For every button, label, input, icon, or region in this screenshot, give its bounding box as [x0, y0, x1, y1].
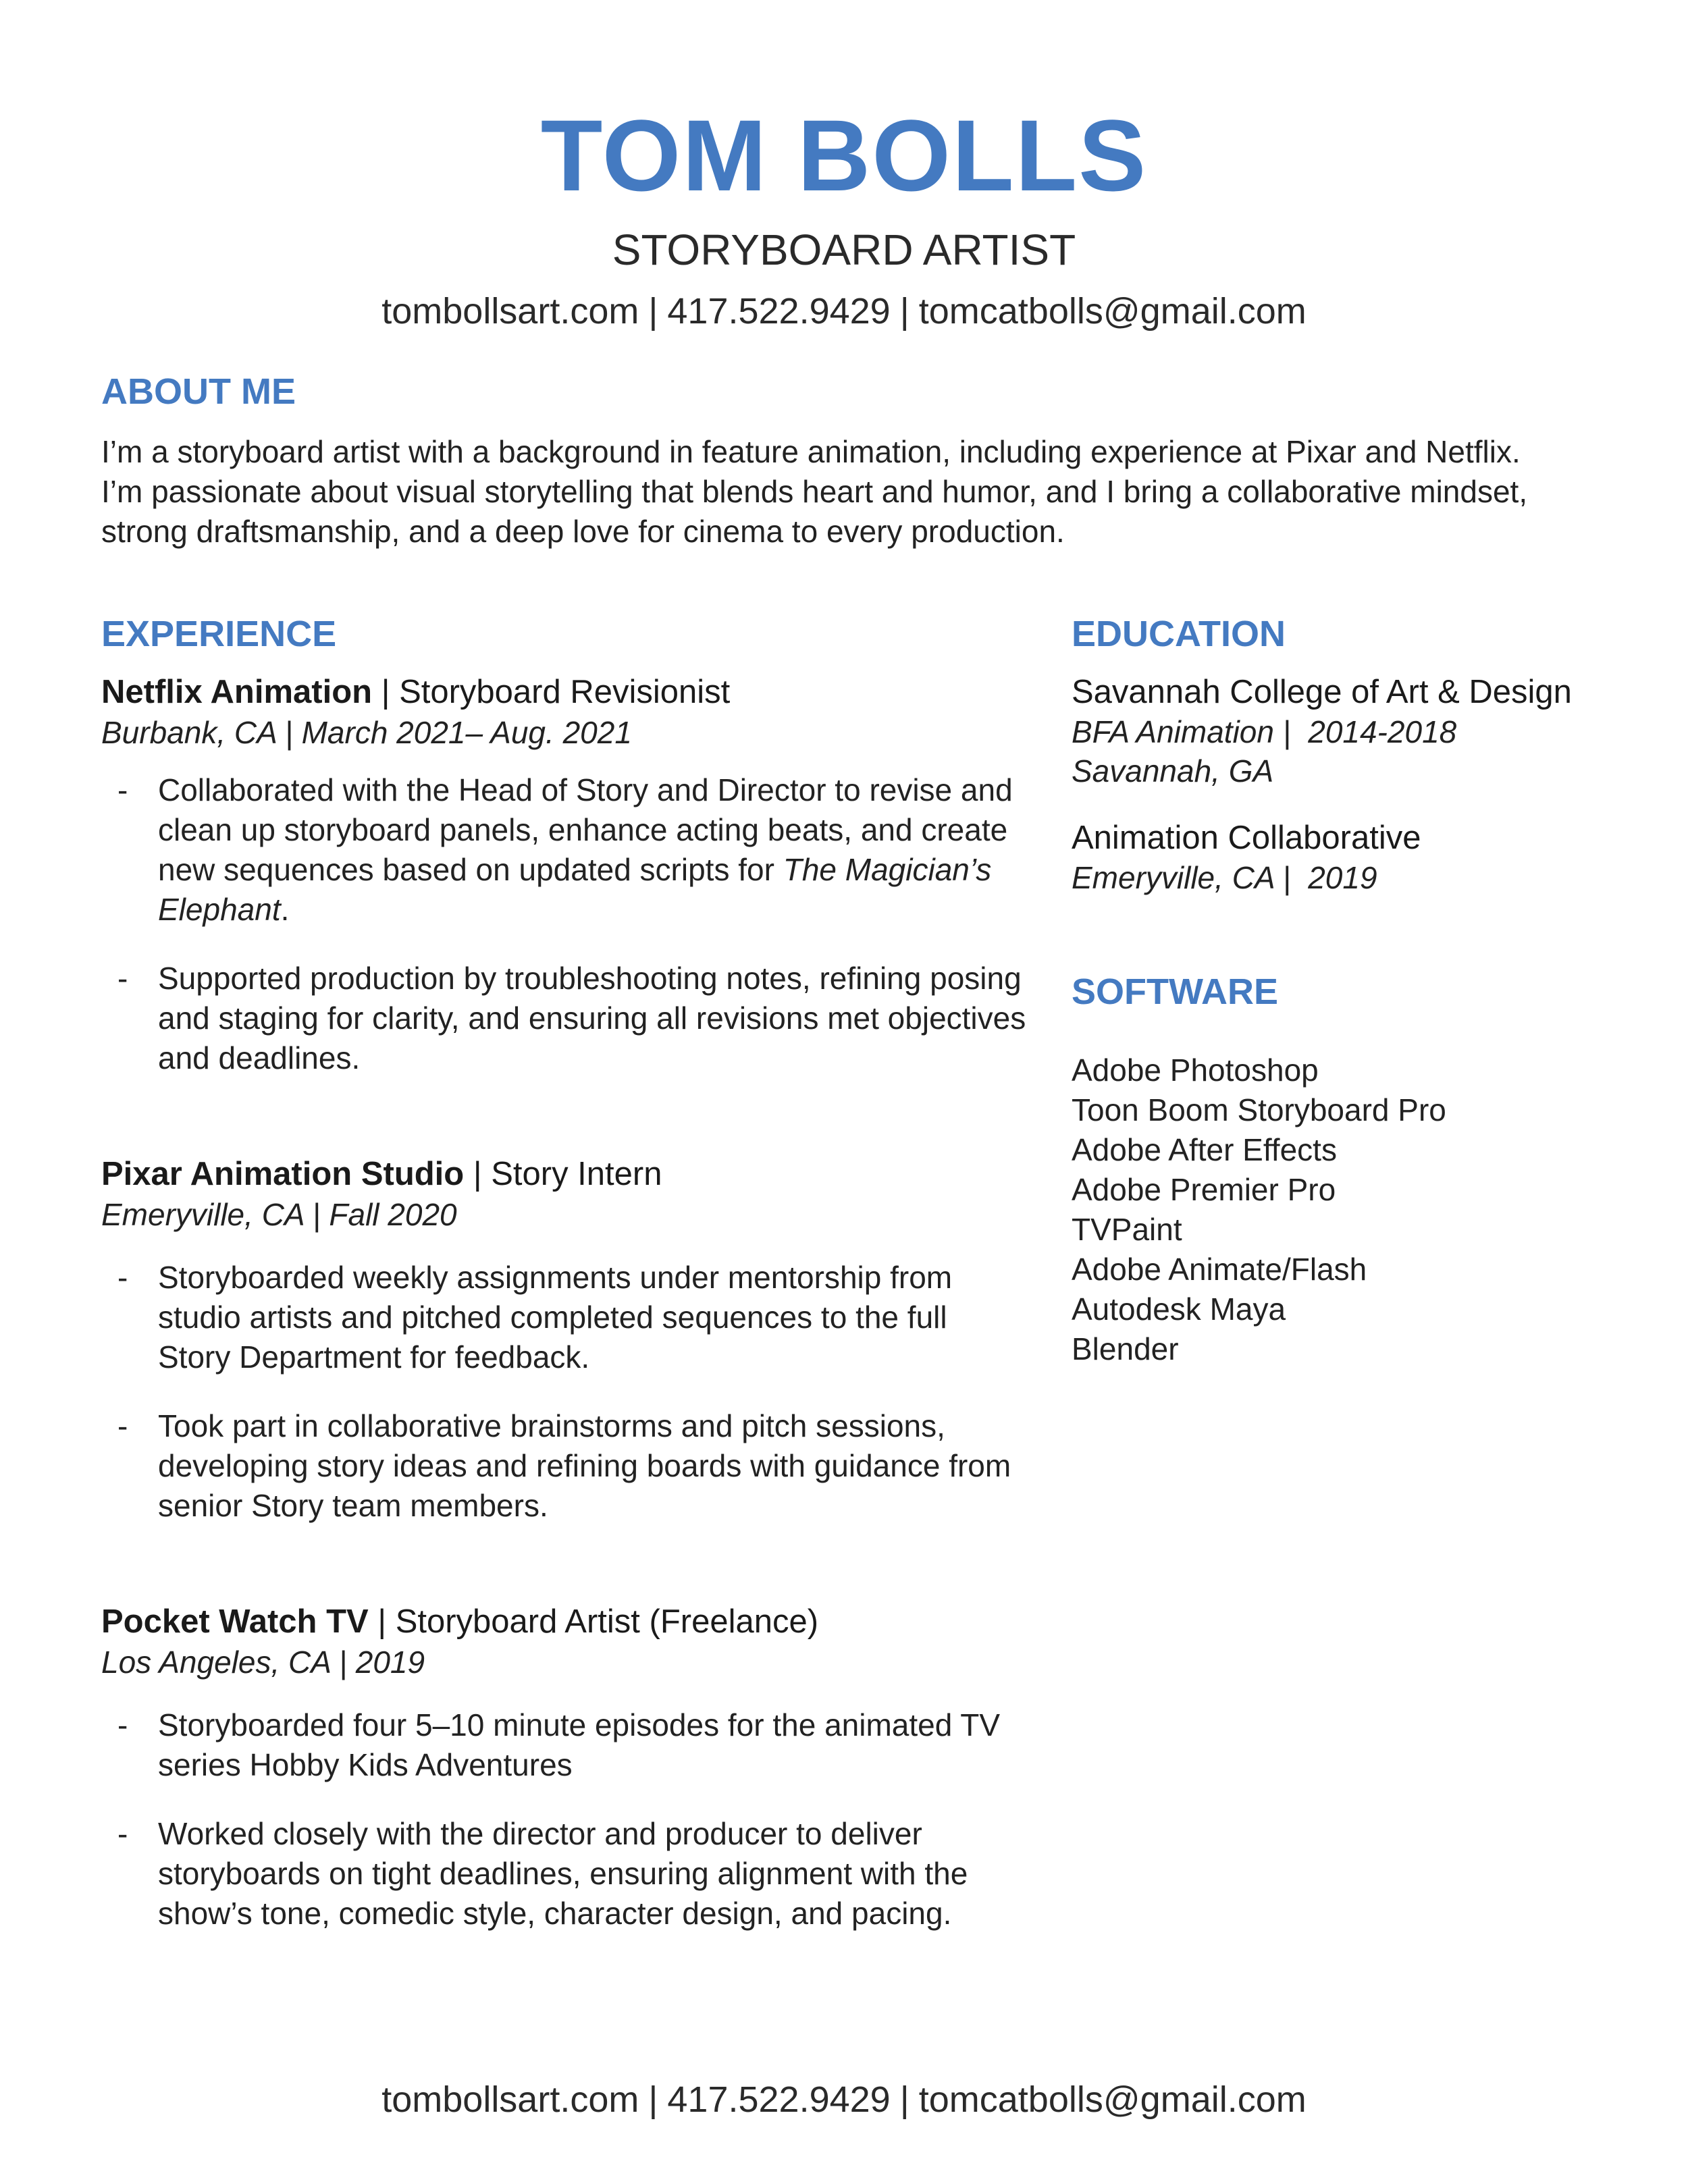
candidate-role: STORYBOARD ARTIST	[612, 225, 1076, 274]
about-heading: ABOUT ME	[101, 371, 296, 412]
bullet-dash: -	[117, 1707, 128, 1742]
header-phone[interactable]: 417.522.9429	[667, 291, 891, 331]
job-bullet	[101, 770, 1026, 930]
film-title: The Magician’s Elephant	[158, 852, 992, 927]
job-bullet	[101, 959, 1026, 1078]
job-bullet-list	[101, 770, 1026, 1078]
software-item: Autodesk Maya	[1072, 1291, 1286, 1327]
job-location-date: Los Angeles, CA | 2019	[101, 1645, 425, 1680]
education-location: Savannah, GA	[1072, 753, 1274, 789]
software-item: Blender	[1072, 1331, 1179, 1366]
software-item: Adobe After Effects	[1072, 1132, 1337, 1167]
bullet-text: Storyboarded four 5–10 minute episodes for the animated TV series Hobby Kids Adventures	[158, 1707, 1001, 1782]
bullet-text: Worked closely with the director and producer to deliver storyboards on tight deadlines, ensuring alignment with the show’s tone, comedic style, character design, and pacing.	[158, 1816, 968, 1931]
footer-separator: |	[648, 2079, 658, 2120]
job-title-line	[101, 1154, 1026, 1194]
candidate-name: TOM BOLLS	[540, 99, 1148, 212]
footer-contact-line	[0, 2076, 1688, 2123]
footer-separator: |	[899, 2079, 909, 2120]
job-entry	[101, 1154, 1026, 1526]
education-entry	[1072, 818, 1652, 897]
education-detail: Emeryville, CA | 2019	[1072, 860, 1377, 895]
job-separator: |	[372, 674, 400, 710]
footer-website-link[interactable]: tombollsart.com	[381, 2079, 639, 2120]
job-position: Storyboard Revisionist	[399, 674, 731, 710]
job-separator: |	[464, 1156, 492, 1192]
job-bullet	[101, 1406, 1026, 1526]
software-item: Adobe Animate/Flash	[1072, 1252, 1367, 1287]
experience-heading: EXPERIENCE	[101, 614, 337, 654]
software-item: Adobe Premier Pro	[1072, 1172, 1336, 1207]
education-school: Savannah College of Art & Design	[1072, 674, 1572, 710]
job-company: Netflix Animation	[101, 674, 373, 710]
software-list	[1072, 1050, 1652, 1369]
job-bullet-list	[101, 1705, 1026, 1934]
education-column	[1072, 672, 1652, 924]
footer-email-link[interactable]: tomcatbolls@gmail.com	[918, 2079, 1307, 2120]
bullet-dash: -	[117, 961, 128, 996]
header-website-link[interactable]: tombollsart.com	[381, 291, 639, 331]
job-bullet	[101, 1814, 1026, 1934]
education-heading: EDUCATION	[1072, 614, 1286, 654]
job-company: Pocket Watch TV	[101, 1603, 369, 1640]
bullet-dash: -	[117, 1816, 128, 1851]
experience-column	[101, 672, 1026, 1988]
about-text: I’m a storyboard artist with a background in feature animation, including experience at Pixar and Netflix. I’m passionate about visual storytelling that blends heart and humor, and I bring a collaborative mindset, strong draftsmanship, and a deep love for cinema to every production.	[101, 434, 1528, 549]
bullet-text: Supported production by troubleshooting notes, refining posing and staging for clarity, and ensuring all revisions met objectives and deadlines.	[158, 961, 1026, 1075]
resume-header	[0, 95, 1688, 335]
bullet-dash: -	[117, 772, 128, 807]
bullet-dash: -	[117, 1408, 128, 1443]
job-title-line	[101, 1601, 1026, 1642]
job-position: Storyboard Artist (Freelance)	[395, 1603, 819, 1640]
bullet-text: Storyboarded weekly assignments under mentorship from studio artists and pitched completed sequences to the full Story Department for feedback.	[158, 1260, 953, 1375]
job-bullet	[101, 1258, 1026, 1377]
software-item: Toon Boom Storyboard Pro	[1072, 1092, 1446, 1127]
bullet-tail: .	[280, 892, 290, 927]
education-school: Animation Collaborative	[1072, 820, 1421, 856]
job-bullet-list	[101, 1258, 1026, 1526]
header-separator: |	[899, 291, 909, 331]
job-location-date: Burbank, CA | March 2021– Aug. 2021	[101, 715, 632, 750]
header-separator: |	[648, 291, 658, 331]
job-separator: |	[368, 1603, 396, 1640]
education-detail: BFA Animation | 2014-2018	[1072, 714, 1457, 749]
job-bullet	[101, 1705, 1026, 1785]
bullet-text: Took part in collaborative brainstorms and pitch sessions, developing story ideas and refining boards with guidance from senior Story team members.	[158, 1408, 1011, 1523]
bullet-text: Collaborated with the Head of Story and Director to revise and clean up storyboard panels, enhance acting beats, and create new sequences based on updated scripts for	[158, 772, 1013, 887]
software-item: TVPaint	[1072, 1212, 1182, 1247]
education-entry	[1072, 672, 1652, 791]
job-company: Pixar Animation Studio	[101, 1156, 465, 1192]
job-entry	[101, 672, 1026, 1078]
bullet-dash: -	[117, 1260, 128, 1295]
software-item: Adobe Photoshop	[1072, 1053, 1319, 1088]
job-title-line	[101, 672, 1026, 712]
job-position: Story Intern	[491, 1156, 662, 1192]
job-entry	[101, 1601, 1026, 1934]
software-heading: SOFTWARE	[1072, 971, 1278, 1012]
job-location-date: Emeryville, CA | Fall 2020	[101, 1197, 457, 1232]
header-email-link[interactable]: tomcatbolls@gmail.com	[918, 291, 1307, 331]
footer-phone[interactable]: 417.522.9429	[667, 2079, 891, 2120]
header-contact-line	[0, 288, 1688, 335]
